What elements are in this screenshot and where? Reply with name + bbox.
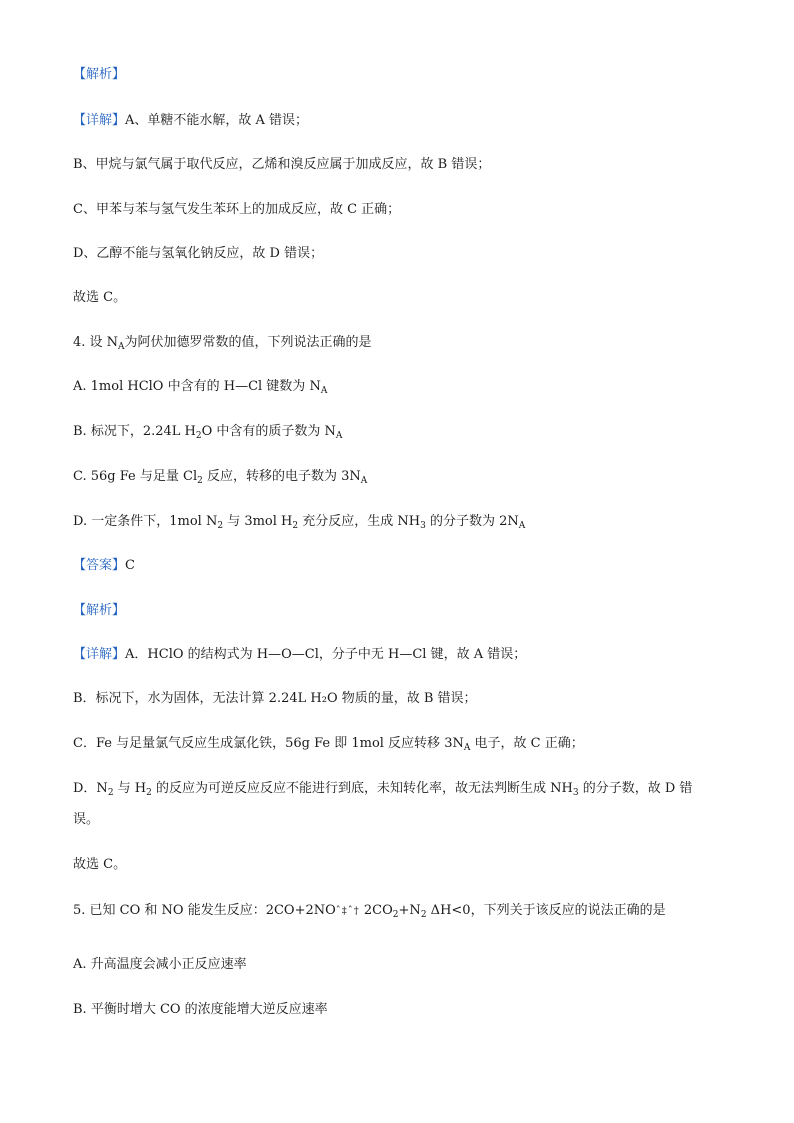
detail-line-1a	[73, 112, 308, 130]
detail-line-2d: D．$N_2$ 与 $H_2$ 的反应为可逆反应反应不能进行到底，未知转化率，故无法判断生成 $NH_3$ 的分子数，故 D 错	[73, 781, 693, 798]
detail-line-2d-cont: 误。	[73, 812, 100, 827]
question-4-option-b: B. 标况下，2.24L $H_2O$ 中含有的质子数为 $N_A$	[73, 424, 343, 441]
question-4-option-d: D. 一定条件下，1mol $N_2$ 与 3mol $H_2$ 充分反应，生成 $NH_3$ 的分子数为 $2N_A$	[73, 514, 526, 531]
answer-tag: 【答案】	[73, 558, 126, 573]
detail-tag: 【详解】	[73, 113, 126, 128]
answer-line	[73, 557, 135, 575]
choice-line-2: 故选 C。	[73, 857, 127, 872]
question-5-stem: 5. 已知 CO 和 NO 能发生反应：2CO+2NOˆ‡ˆ† $2CO_2+N_2$ ΔH<0，下列关于该反应的说法正确的是	[73, 903, 666, 920]
detail-line-2c: C．Fe 与足量氯气反应生成氯化铁，56g Fe 即 1mol 反应转移 $3N_A$ 电子，故 C 正确；	[73, 736, 584, 753]
equilibrium-arrow-icon: ˆ‡ˆ†	[335, 906, 360, 917]
analysis-heading-1: 【解析】	[73, 67, 126, 82]
question-5-option-a: A. 升高温度会减小正反应速率	[73, 957, 247, 972]
question-4-stem: 4. 设 $N_A$为阿伏加德罗常数的值，下列说法正确的是	[73, 335, 372, 352]
detail-line-1d: D、乙醇不能与氢氧化钠反应，故 D 错误；	[73, 246, 324, 261]
question-4-option-c: C. 56g Fe 与足量 $Cl_2$ 反应，转移的电子数为 $3N_A$	[73, 469, 368, 486]
detail-line-2b: B．标况下，水为固体，无法计算 2.24L H₂O 物质的量，故 B 错误；	[73, 691, 477, 706]
detail-text: A、单糖不能水解，故 A 错误；	[125, 113, 309, 128]
detail-line-1b: B、甲烷与氯气属于取代反应，乙烯和溴反应属于加成反应，故 B 错误；	[73, 157, 491, 172]
detail-line-2a: 【详解】A．HClO 的结构式为 H—O—Cl，分子中无 H—Cl 键，故 A 错误；	[73, 647, 527, 662]
choice-line-1: 故选 C。	[73, 290, 127, 305]
question-4-option-a: A. 1mol HClO 中含有的 H—Cl 键数为 $N_A$	[73, 379, 328, 396]
detail-line-1c: C、甲苯与苯与氢气发生苯环上的加成反应，故 C 正确；	[73, 202, 401, 217]
analysis-heading-2: 【解析】	[73, 603, 126, 618]
question-5-option-b: B. 平衡时增大 CO 的浓度能增大逆反应速率	[73, 1002, 328, 1017]
answer-value: C	[125, 558, 135, 573]
